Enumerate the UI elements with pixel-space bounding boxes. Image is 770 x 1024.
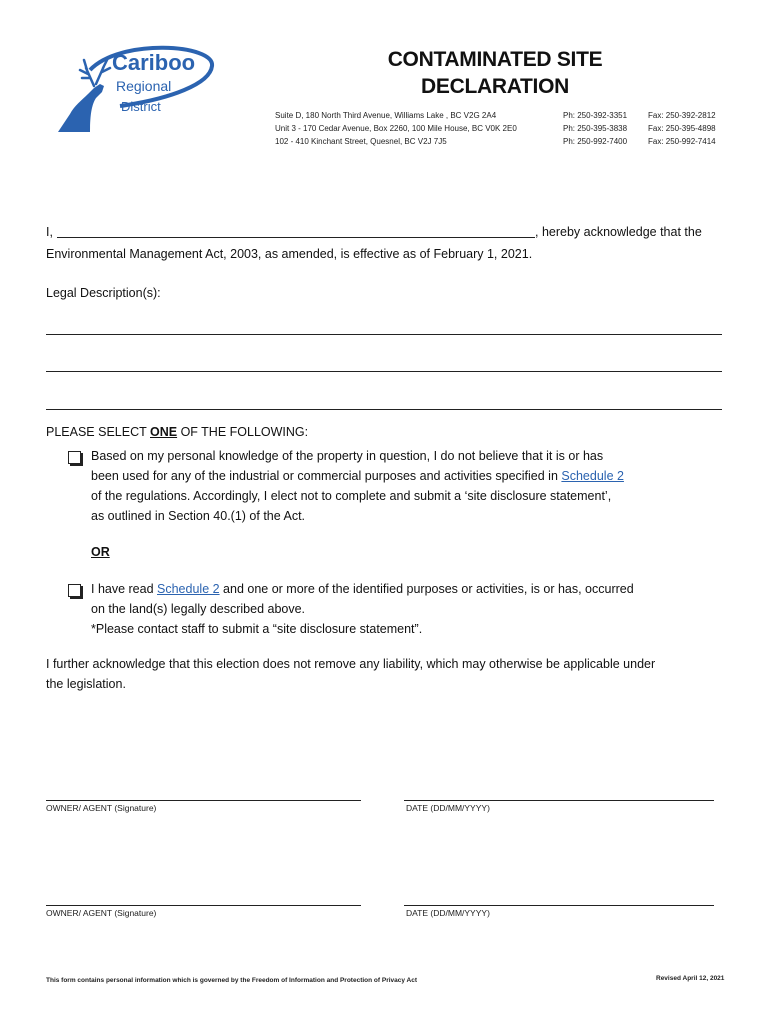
- option-2-line-3: *Please contact staff to submit a “site disclosure statement”.: [91, 622, 423, 636]
- option-1-line-2: [91, 466, 624, 486]
- office-fax-2: Fax: 250-395-4898: [648, 124, 716, 133]
- date-label-2: DATE (DD/MM/YYYY): [406, 908, 490, 918]
- owner-signature-line-2[interactable]: [46, 905, 361, 906]
- office-fax-3: Fax: 250-992-7414: [648, 137, 716, 146]
- further-line-1: I further acknowledge that this election does not remove any liability, which may otherwise be applicable under: [46, 657, 656, 671]
- legal-description-label: Legal Description(s):: [46, 286, 161, 300]
- option-2-text: [91, 579, 634, 639]
- office-address-3: 102 - 410 Kinchant Street, Quesnel, BC V2J 7J5: [275, 137, 447, 146]
- selection-heading-before: PLEASE SELECT: [46, 425, 150, 439]
- option-1-checkbox[interactable]: [68, 451, 81, 464]
- legal-description-line-2[interactable]: [46, 371, 722, 372]
- option-1-line-4: as outlined in Section 40.(1) of the Act.: [91, 509, 306, 523]
- option-2-before: I have read: [91, 582, 158, 596]
- schedule-2-link-2[interactable]: Schedule 2: [157, 582, 220, 596]
- page-title: [350, 46, 640, 100]
- logo-text-cariboo: Cariboo: [112, 50, 196, 75]
- revision-date: Revised April 12, 2021: [656, 975, 725, 982]
- office-fax-1: Fax: 250-392-2812: [648, 111, 716, 120]
- logo-text-regional: Regional: [116, 78, 172, 94]
- office-address-2: Unit 3 - 170 Cedar Avenue, Box 2260, 100 Mile House, BC V0K 2E0: [275, 124, 517, 133]
- acknowledgement-line-2: Environmental Management Act, 2003, as amended, is effective as of February 1, 2021.: [46, 247, 533, 261]
- option-1-line-2-text: been used for any of the industrial or commercial purposes and activities specified in: [91, 469, 562, 483]
- selection-heading-after: OF THE FOLLOWING:: [177, 425, 309, 439]
- date-line-1[interactable]: [404, 800, 714, 801]
- option-2-line-1: [91, 579, 634, 599]
- title-line-1: CONTAMINATED SITE: [387, 48, 603, 71]
- selection-heading: [46, 422, 308, 442]
- owner-signature-line-1[interactable]: [46, 800, 361, 801]
- further-acknowledgement: [46, 654, 736, 694]
- office-phone-3: Ph: 250-992-7400: [563, 137, 628, 146]
- logo-text-district: District: [121, 99, 161, 114]
- office-phone-1: Ph: 250-392-3351: [563, 111, 628, 120]
- name-field-line[interactable]: [57, 237, 535, 238]
- acknowledgement-suffix: , hereby acknowledge that the: [535, 225, 702, 239]
- schedule-2-link-1[interactable]: Schedule 2: [561, 469, 624, 483]
- office-phone-2: Ph: 250-395-3838: [563, 124, 628, 133]
- legal-description-line-3[interactable]: [46, 409, 722, 410]
- legal-description-line-1[interactable]: [46, 334, 722, 335]
- option-1-text: [91, 446, 624, 526]
- acknowledgement-prefix: I,: [46, 225, 53, 239]
- option-2-after: and one or more of the identified purposes or activities, is or has, occurred: [219, 582, 634, 596]
- option-2-line-2: on the land(s) legally described above.: [91, 602, 306, 616]
- further-line-2: the legislation.: [46, 677, 126, 691]
- office-address-1: Suite D, 180 North Third Avenue, Williams Lake , BC V2G 2A4: [275, 111, 497, 120]
- title-line-2: DECLARATION: [421, 75, 569, 98]
- owner-signature-label-1: OWNER/ AGENT (Signature): [46, 803, 157, 813]
- option-2-checkbox[interactable]: [68, 584, 81, 597]
- privacy-notice: This form contains personal information which is governed by the Freedom of Information and Protection of Privacy Act: [46, 977, 418, 984]
- option-1-line-3: of the regulations. Accordingly, I elect not to complete and submit a ‘site disclosure statement’,: [91, 489, 612, 503]
- selection-heading-emph: ONE: [150, 425, 178, 439]
- owner-signature-label-2: OWNER/ AGENT (Signature): [46, 908, 157, 918]
- date-line-2[interactable]: [404, 905, 714, 906]
- or-label: OR: [91, 545, 110, 559]
- option-1-line-1: Based on my personal knowledge of the property in question, I do not believe that it is or has: [91, 449, 604, 463]
- date-label-1: DATE (DD/MM/YYYY): [406, 803, 490, 813]
